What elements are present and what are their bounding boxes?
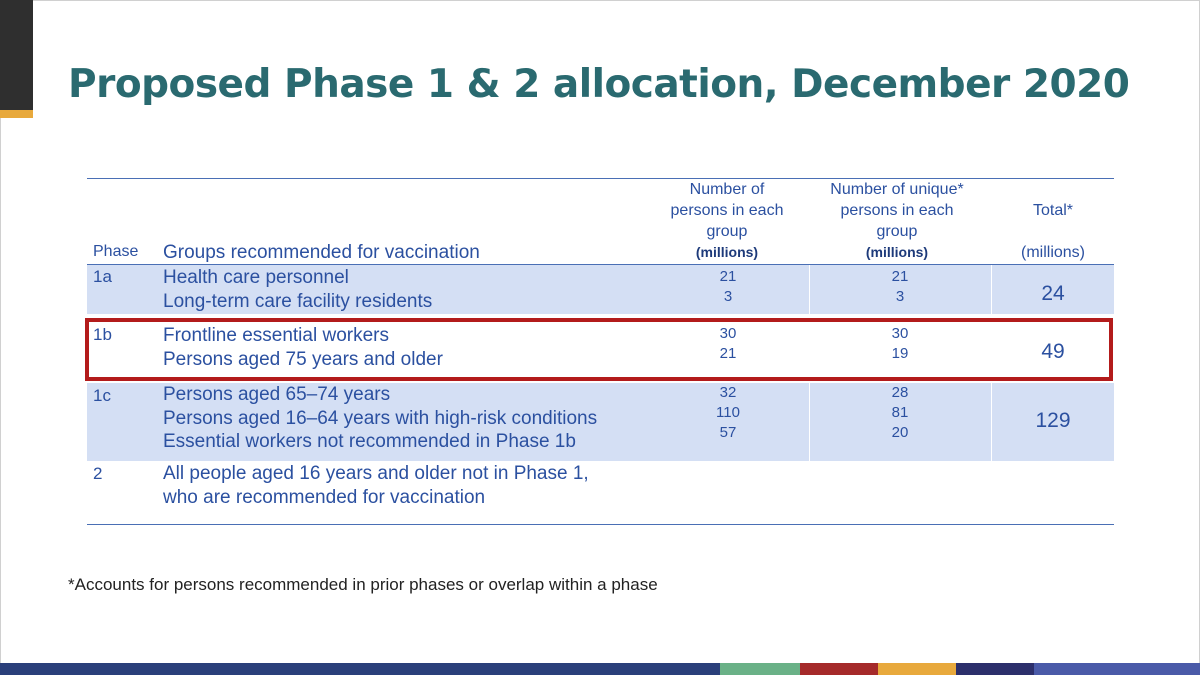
footer-segment: [720, 663, 800, 675]
header-number-line1: Number of: [689, 181, 765, 198]
left-accent-bar-gold: [0, 110, 33, 118]
footer-color-bar: [0, 663, 1200, 675]
unique-value: 30: [891, 325, 909, 342]
header-unique-line3: group: [876, 223, 918, 240]
header-number-col: [652, 179, 802, 263]
header-unique-col: [809, 179, 985, 263]
group-label: Frontline essential workers: [163, 325, 389, 346]
unique-value: 3: [895, 288, 905, 305]
group-label: Long-term care facility residents: [163, 290, 433, 312]
number-value: 21: [719, 268, 737, 285]
unique-value: 21: [891, 268, 909, 285]
header-unique-unit: (millions): [865, 244, 929, 260]
col-separator: [809, 383, 810, 461]
row-phase: 2: [93, 464, 103, 483]
group-label: Persons aged 65–74 years: [163, 384, 391, 405]
header-groups: Groups recommended for vaccination: [163, 242, 480, 263]
header-number-line3: group: [706, 223, 748, 240]
row-total: 129: [1035, 409, 1071, 432]
row-unique-values: [850, 383, 950, 443]
left-accent-bar: [0, 0, 33, 110]
unique-value: 20: [891, 424, 909, 441]
number-value: 57: [719, 424, 737, 441]
group-label: who are recommended for vaccination: [163, 486, 486, 508]
row-phase: 1a: [93, 267, 112, 286]
footer-segment: [956, 663, 1034, 675]
group-label: Persons aged 75 years and older: [163, 348, 443, 370]
footer-segment: [800, 663, 878, 675]
group-label: Persons aged 16–64 years with high-risk conditions: [163, 407, 598, 429]
slide-title: Proposed Phase 1 & 2 allocation, December 2020: [68, 62, 1130, 107]
row-groups: [163, 462, 589, 509]
row-total: 49: [1041, 340, 1065, 363]
row-total: 24: [1041, 282, 1065, 305]
header-number-unit: (millions): [695, 244, 759, 260]
header-number-line2: persons in each: [670, 202, 784, 219]
row-groups: [163, 266, 432, 313]
row-groups: [163, 383, 597, 454]
header-total-unit: (millions): [1021, 244, 1085, 261]
header-phase: Phase: [93, 243, 139, 260]
row-phase: 1b: [93, 325, 112, 344]
row-phase: 1c: [93, 386, 111, 405]
group-label: Health care personnel: [163, 267, 349, 288]
number-value: 3: [723, 288, 733, 305]
footer-segment: [0, 663, 720, 675]
row-number-values: [678, 383, 778, 443]
header-unique-line1: Number of unique*: [830, 181, 964, 198]
header-unique-line2: persons in each: [840, 202, 954, 219]
header-total: Total*: [1032, 202, 1074, 219]
row-number-values: [678, 267, 778, 307]
row-unique-values: [850, 267, 950, 307]
number-value: 110: [716, 404, 740, 421]
col-separator: [809, 265, 810, 314]
footer-segment: [1034, 663, 1200, 675]
table-bottom-rule: [87, 524, 1114, 525]
unique-value: 81: [891, 404, 909, 421]
number-value: 30: [719, 325, 737, 342]
footer-segment: [878, 663, 956, 675]
group-label: All people aged 16 years and older not in Phase 1,: [163, 463, 589, 484]
unique-value: 28: [891, 384, 909, 401]
unique-value: 19: [891, 345, 909, 362]
group-label: Essential workers not recommended in Phase 1b: [163, 431, 576, 452]
number-value: 21: [719, 345, 737, 362]
footnote: *Accounts for persons recommended in prior phases or overlap within a phase: [68, 575, 658, 594]
number-value: 32: [719, 384, 737, 401]
phase-1b-highlight-box: [85, 318, 1113, 381]
